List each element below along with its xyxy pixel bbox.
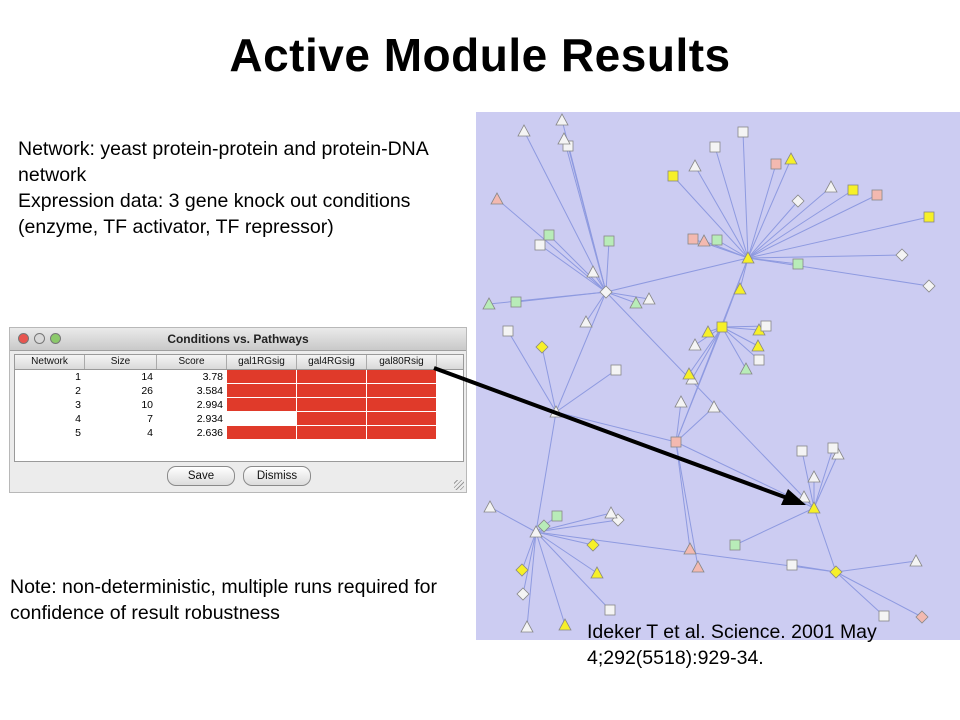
network-edge [542, 347, 556, 412]
significant-cell [367, 370, 437, 384]
not-significant-cell [227, 412, 297, 426]
network-graph [476, 112, 960, 640]
triangle-node-icon [587, 266, 599, 277]
network-edge [673, 176, 748, 258]
square-node-icon [761, 321, 771, 331]
network-description: Network: yeast protein-protein and protein-DNA network [18, 138, 428, 186]
network-edge [748, 159, 791, 258]
network-edge [606, 292, 649, 299]
network-edge [704, 241, 748, 258]
diamond-node-icon [536, 341, 548, 353]
network-cell: 1 [75, 371, 81, 383]
network-edge [536, 532, 565, 625]
triangle-node-icon [702, 326, 714, 337]
size-cell: 26 [141, 385, 153, 397]
citation: Ideker T et al. Science. 2001 May 4;292(5518):929-34. [587, 621, 877, 669]
square-node-icon [828, 443, 838, 453]
triangle-node-icon [698, 235, 710, 246]
triangle-node-icon [692, 561, 704, 572]
network-edge [606, 292, 814, 508]
network-edge [836, 572, 922, 617]
square-node-icon [797, 446, 807, 456]
table-row[interactable] [15, 426, 463, 440]
square-node-icon [730, 540, 740, 550]
network-edge [516, 292, 606, 302]
square-node-icon [511, 297, 521, 307]
diamond-node-icon [517, 588, 529, 600]
column-header-gal1rgsig[interactable]: gal1RGsig [227, 355, 297, 369]
network-edge [606, 258, 748, 292]
triangle-node-icon [605, 507, 617, 518]
network-edge [735, 508, 814, 545]
significant-cell [367, 412, 437, 426]
significant-cell [297, 370, 367, 384]
square-node-icon [787, 560, 797, 570]
score-cell: 3.78 [202, 371, 223, 383]
expression-description: Expression data: 3 gene knock out conditions (enzyme, TF activator, TF repressor) [18, 190, 411, 238]
diamond-node-icon [923, 280, 935, 292]
network-edge [549, 235, 606, 292]
triangle-node-icon [708, 401, 720, 412]
triangle-node-icon [825, 181, 837, 192]
square-node-icon [754, 355, 764, 365]
square-node-icon [671, 437, 681, 447]
slide-title: Active Module Results [229, 29, 731, 81]
network-edge [748, 258, 929, 286]
significant-cell [227, 384, 297, 398]
square-node-icon [924, 212, 934, 222]
table-row[interactable] [15, 412, 463, 426]
score-cell: 2.636 [196, 427, 223, 439]
diamond-node-icon [516, 564, 528, 576]
table-body [15, 370, 463, 440]
significant-cell [297, 384, 367, 398]
network-edge [497, 199, 606, 292]
table-row[interactable] [15, 384, 463, 398]
results-table [14, 354, 464, 462]
dismiss-button[interactable]: Dismiss [243, 466, 311, 486]
network-cell: 2 [75, 385, 81, 397]
network-edge [743, 132, 748, 258]
diamond-node-icon [587, 539, 599, 551]
triangle-node-icon [550, 406, 562, 417]
triangle-node-icon [752, 340, 764, 351]
square-node-icon [544, 230, 554, 240]
network-cell: 5 [75, 427, 81, 439]
table-row[interactable] [15, 398, 463, 412]
network-edge [676, 327, 722, 442]
network-edge [490, 507, 536, 532]
network-edge [748, 187, 831, 258]
square-node-icon [848, 185, 858, 195]
significant-cell [227, 398, 297, 412]
size-cell: 4 [147, 427, 153, 439]
triangle-node-icon [518, 125, 530, 136]
score-cell: 3.584 [196, 385, 223, 397]
size-cell: 7 [147, 413, 153, 425]
column-header-score[interactable]: Score [157, 355, 227, 369]
conditions-vs-pathways-window [9, 327, 467, 493]
note-text: Note: non-deterministic, multiple runs required for confidence of result robustness [10, 576, 438, 624]
network-edge [836, 572, 884, 616]
network-edge [556, 412, 676, 442]
square-node-icon [710, 142, 720, 152]
score-cell: 2.934 [196, 413, 223, 425]
triangle-node-icon [491, 193, 503, 204]
triangle-node-icon [630, 297, 642, 308]
triangle-node-icon [689, 160, 701, 171]
network-edge [606, 241, 609, 292]
network-edge [814, 508, 836, 572]
network-edge [748, 195, 877, 258]
triangle-node-icon [558, 133, 570, 144]
network-cell: 4 [75, 413, 81, 425]
table-header [15, 355, 463, 370]
triangle-node-icon [785, 153, 797, 164]
square-node-icon [668, 171, 678, 181]
triangle-node-icon [740, 363, 752, 374]
square-node-icon [535, 240, 545, 250]
square-node-icon [771, 159, 781, 169]
square-node-icon [605, 605, 615, 615]
size-cell: 10 [141, 399, 153, 411]
network-edge [676, 442, 814, 508]
window-title: Conditions vs. Pathways [167, 332, 309, 346]
square-node-icon [503, 326, 513, 336]
network-edge [748, 164, 776, 258]
triangle-node-icon [591, 567, 603, 578]
square-node-icon [872, 190, 882, 200]
table-row[interactable] [15, 370, 463, 384]
column-header-gal80rsig[interactable]: gal80Rsig [367, 355, 437, 369]
triangle-node-icon [689, 339, 701, 350]
network-cell: 3 [75, 399, 81, 411]
triangle-node-icon [580, 316, 592, 327]
window-titlebar[interactable] [10, 328, 466, 351]
network-edge [536, 532, 597, 573]
diamond-node-icon [896, 249, 908, 261]
column-header-size[interactable]: Size [85, 355, 157, 369]
triangle-node-icon [556, 114, 568, 125]
network-edge [748, 255, 902, 258]
description [18, 136, 438, 240]
score-cell: 2.994 [196, 399, 223, 411]
network-visualization [476, 112, 960, 640]
significant-cell [297, 412, 367, 426]
triangle-node-icon [910, 555, 922, 566]
square-node-icon [611, 365, 621, 375]
triangle-node-icon [808, 471, 820, 482]
network-edge [676, 442, 690, 549]
square-node-icon [688, 234, 698, 244]
triangle-node-icon [484, 501, 496, 512]
significant-cell [297, 398, 367, 412]
triangle-node-icon [559, 619, 571, 630]
network-edge [586, 292, 606, 322]
significant-cell [227, 426, 297, 440]
significant-cell [367, 426, 437, 440]
network-edge [508, 331, 556, 412]
column-header-network[interactable]: Network [15, 355, 85, 369]
column-header-gal4rgsig[interactable]: gal4RGsig [297, 355, 367, 369]
triangle-node-icon [521, 621, 533, 632]
square-node-icon [604, 236, 614, 246]
triangle-node-icon [675, 396, 687, 407]
significant-cell [367, 398, 437, 412]
square-node-icon [738, 127, 748, 137]
square-node-icon [793, 259, 803, 269]
resize-grip-icon[interactable] [454, 480, 464, 490]
network-edge [836, 561, 916, 572]
significant-cell [297, 426, 367, 440]
square-node-icon [717, 322, 727, 332]
significant-cell [227, 370, 297, 384]
network-edge [527, 532, 536, 627]
save-button[interactable]: Save [167, 466, 235, 486]
square-node-icon [712, 235, 722, 245]
square-node-icon [552, 511, 562, 521]
network-edge [748, 201, 798, 258]
significant-cell [367, 384, 437, 398]
size-cell: 14 [141, 371, 153, 383]
